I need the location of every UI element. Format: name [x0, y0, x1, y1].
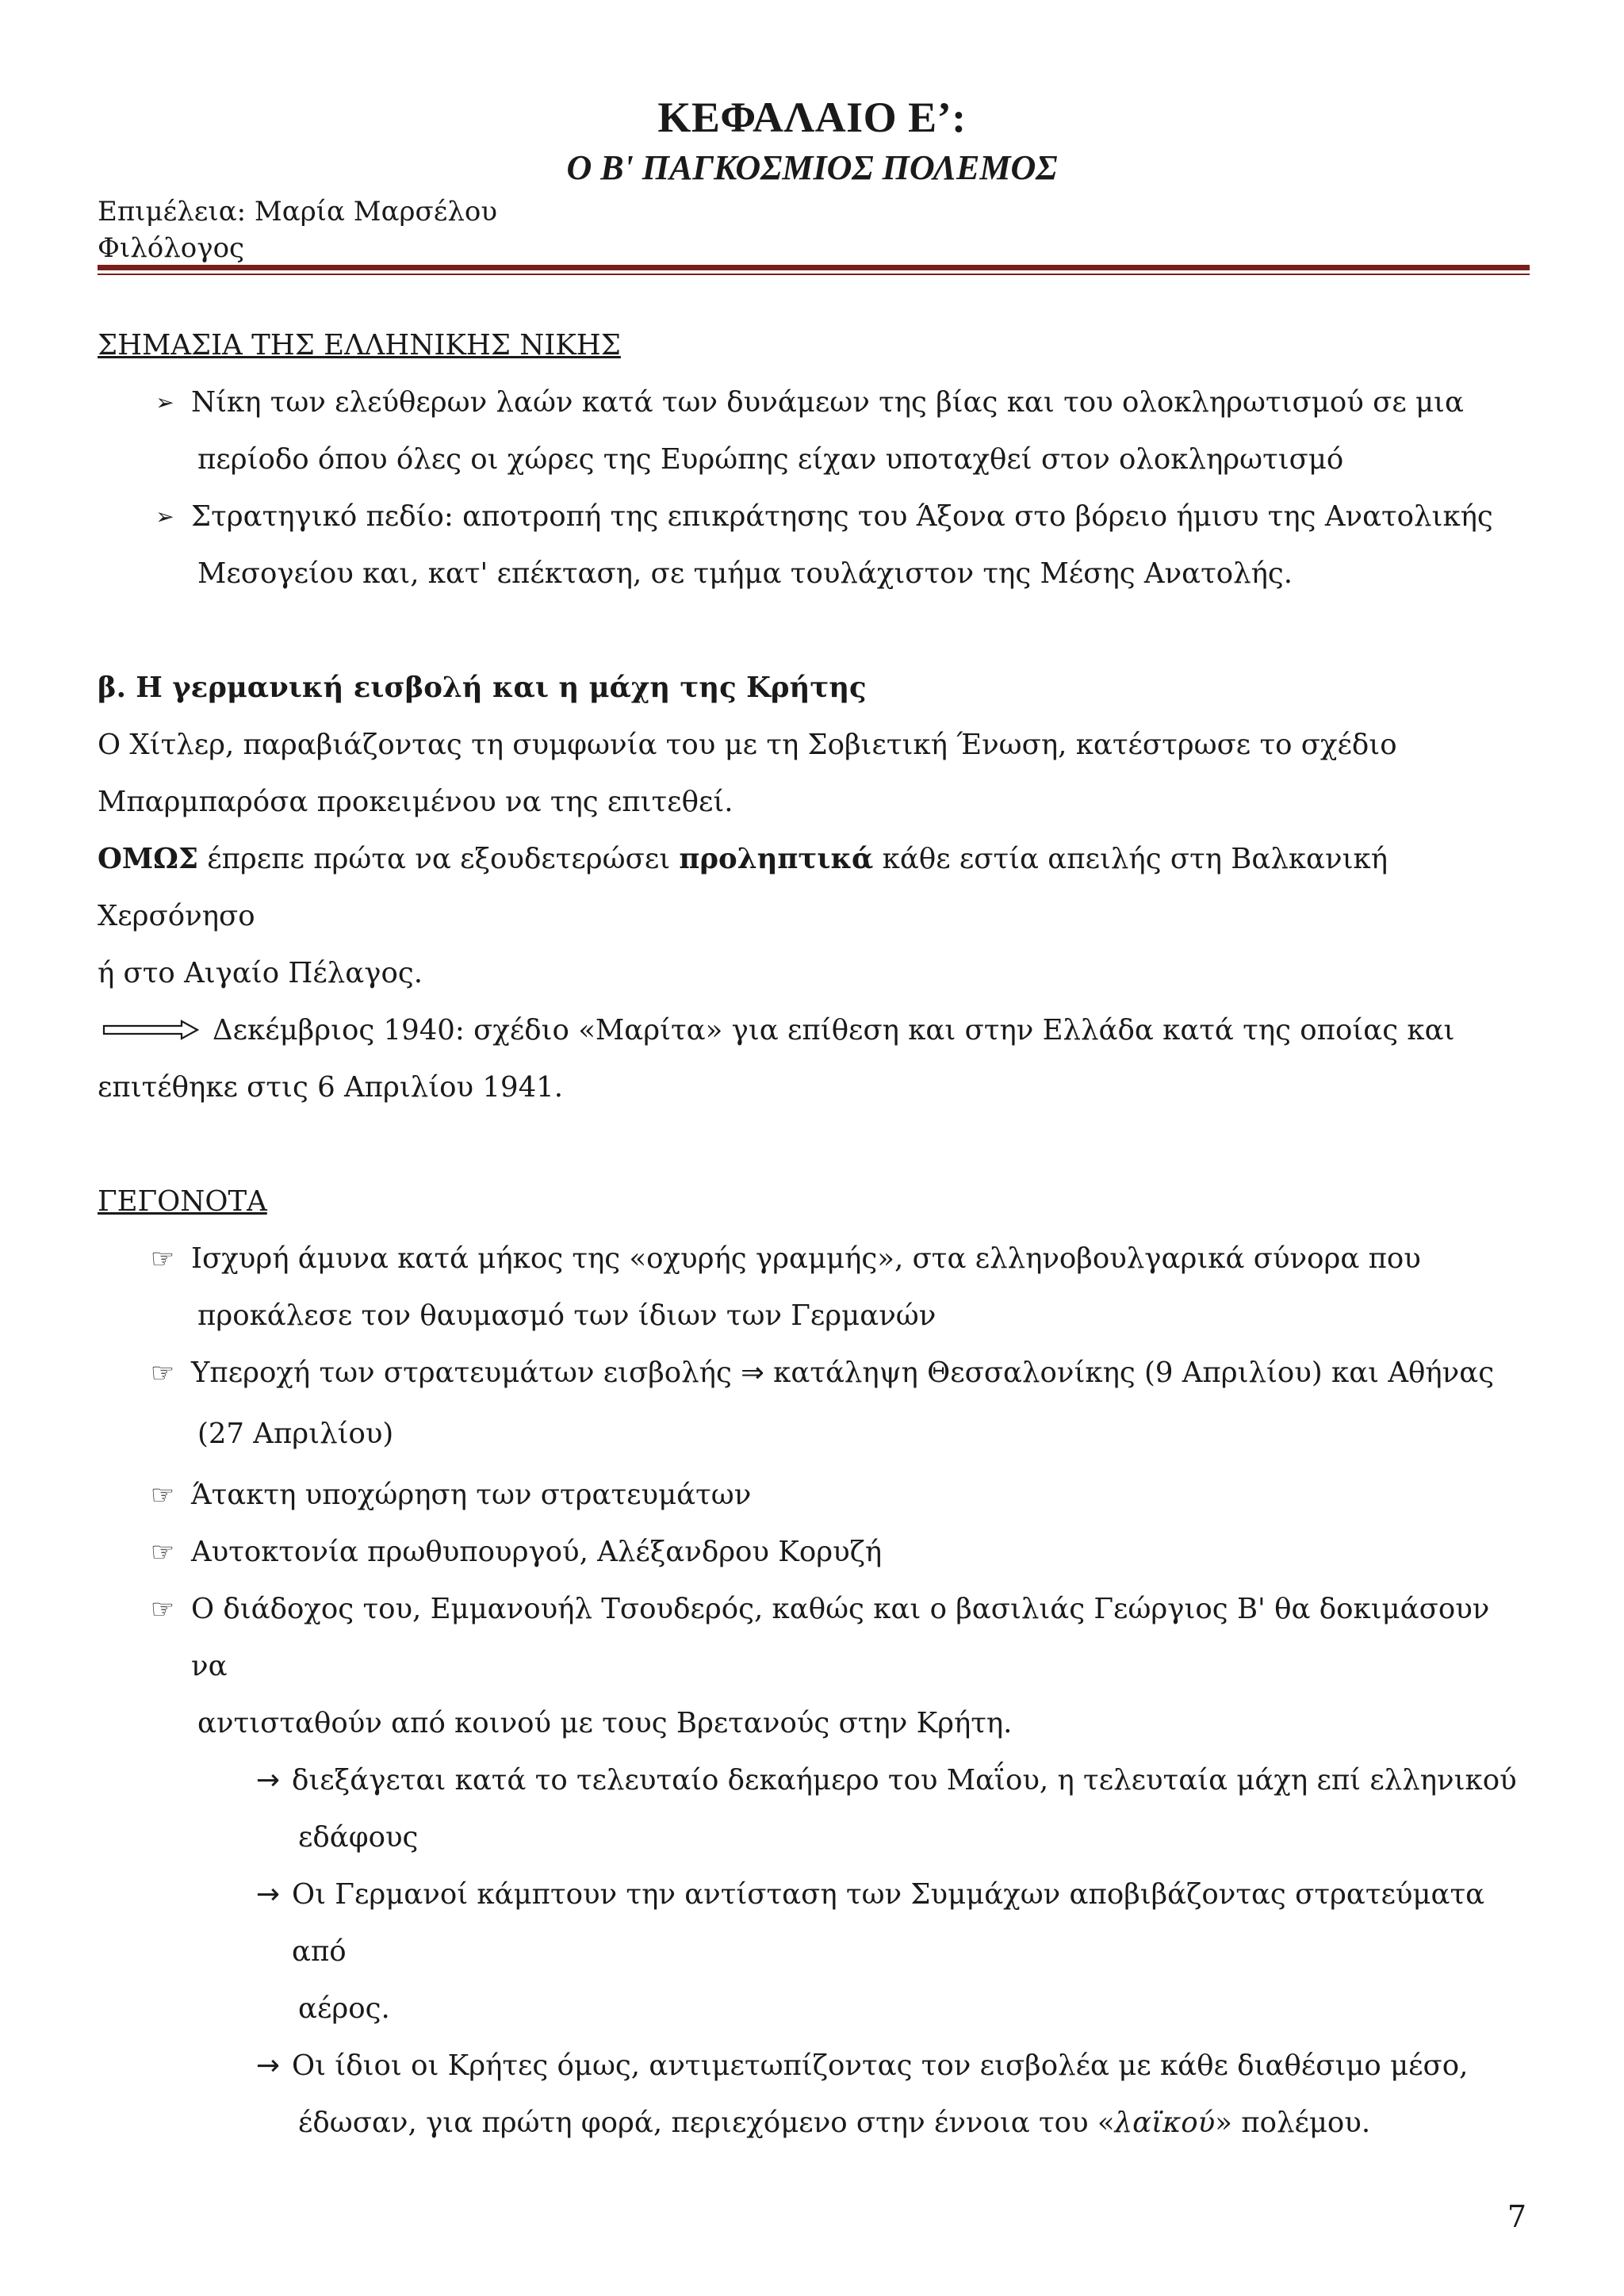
list-item — [98, 488, 1530, 603]
section-heading-invasion: β. Η γερμανική εισβολή και η μάχη της Κρήτης — [98, 672, 867, 704]
paragraph-line: Μπαρμπαρόσα προκειμένου να της επιτεθεί. — [98, 786, 733, 818]
bullet-text-line: (27 Απριλίου) — [197, 1418, 394, 1450]
bullet-text-line: Ισχυρή άμυνα κατά μήκος της «οχυρής γραμμής», στα ελληνοβουλγαρικά σύνορα που — [191, 1242, 1421, 1275]
bullet-text: κατάληψη Θεσσαλονίκης (9 Απριλίου) και Αθήνας — [764, 1357, 1495, 1389]
sub-item-text-line: Οι ίδιοι οι Κρήτες όμως, αντιμετωπίζοντας τον εισβολέα με κάθε διαθέσιμο μέσο, — [292, 2049, 1469, 2082]
editor-credit: Επιμέλεια: Μαρία Μαρσέλου — [98, 196, 498, 228]
arrowhead-bullet-icon: ➢ — [155, 389, 174, 415]
author-block — [98, 193, 497, 266]
italic-term: λαϊκού — [1114, 2107, 1216, 2139]
page-number: 7 — [1507, 2199, 1526, 2234]
list-item — [98, 1524, 1530, 1581]
pointing-hand-icon: ☞ — [150, 1479, 175, 1511]
paragraph-line: επιτέθηκε στις 6 Απριλίου 1941. — [98, 1071, 564, 1104]
document-body — [98, 317, 1530, 2152]
callout-line — [98, 1002, 1530, 1059]
emphasis-text: προληπτικά — [679, 843, 874, 875]
sub-item-text: » πολέμου. — [1215, 2107, 1371, 2139]
bullet-text-line: Νίκη των ελεύθερων λαών κατά των δυνάμεων της βίας και του ολοκληρωτισμού σε μια — [191, 386, 1464, 419]
bullet-text-line: περίοδο όπου όλες οι χώρες της Ευρώπης είχαν υποταχθεί στον ολοκληρωτισμό — [197, 443, 1344, 476]
right-arrow-icon: → — [255, 2049, 281, 2082]
chapter-title: ΚΕΦΑΛΑΙΟ Ε’: — [657, 94, 967, 141]
header-rule-thin — [98, 274, 1530, 275]
bullet-text-line — [191, 1345, 1530, 1402]
sub-item-text-line: Οι Γερμανοί κάμπτουν την αντίσταση των Συμμάχων αποβιβάζοντας στρατεύματα από — [292, 1878, 1485, 1968]
pointing-hand-icon: ☞ — [150, 1243, 175, 1275]
bullet-text-line: Στρατηγικό πεδίο: αποτροπή της επικράτησης του Άξονα στο βόρειο ήμισυ της Ανατολικής — [191, 500, 1493, 533]
bullet-text-line: αντισταθούν από κοινού με τους Βρετανούς στην Κρήτη. — [197, 1707, 1013, 1739]
sub-list-item — [98, 2038, 1530, 2152]
pointing-hand-icon: ☞ — [150, 1536, 175, 1568]
paragraph-line: Ο Χίτλερ, παραβιάζοντας τη συμφωνία του με τη Σοβιετική Ένωση, κατέστρωσε το σχέδιο — [98, 729, 1397, 761]
paragraph-line — [98, 831, 1530, 945]
pointing-hand-icon: ☞ — [150, 1357, 175, 1389]
paragraph-line: ή στο Αιγαίο Πέλαγος. — [98, 957, 423, 989]
list-item — [98, 1230, 1530, 1345]
sub-item-text-line: διεξάγεται κατά το τελευταίο δεκαήμερο του Μαΐου, η τελευταία μάχη επί ελληνικού — [292, 1764, 1517, 1797]
bullet-text-line: Άτακτη υποχώρηση των στρατευμάτων — [191, 1479, 752, 1511]
double-outline-arrow-icon — [102, 1020, 201, 1040]
editor-profession: Φιλόλογος — [98, 232, 245, 264]
callout-text: Δεκέμβριος 1940: σχέδιο «Μαρίτα» για επίθεση και στην Ελλάδα κατά της οποίας και — [213, 1014, 1455, 1047]
list-item — [98, 1467, 1530, 1524]
list-item — [98, 1345, 1530, 1467]
bullet-text: Υπεροχή των στρατευμάτων εισβολής — [191, 1357, 741, 1389]
section-heading-significance: ΣΗΜΑΣΙΑ ΤΗΣ ΕΛΛΗΝΙΚΗΣ ΝΙΚΗΣ — [98, 329, 621, 362]
bullet-text-line: προκάλεσε τον θαυμασμό των ίδιων των Γερμανών — [197, 1299, 936, 1332]
pointing-hand-icon: ☞ — [150, 1594, 175, 1625]
bullet-text-line: Αυτοκτονία πρωθυπουργού, Αλέξανδρου Κορυζή — [191, 1536, 883, 1568]
sub-item-text-line — [292, 2095, 1530, 2152]
header-rule-thick — [98, 265, 1530, 270]
sub-list-item — [98, 1866, 1530, 2038]
list-item — [98, 1581, 1530, 1752]
bullet-text-line: Μεσογείου και, κατ' επέκταση, σε τμήμα τουλάχιστον της Μέσης Ανατολής. — [197, 557, 1293, 590]
sub-item-text-line: αέρος. — [298, 1992, 390, 2025]
emphasis-text: ΟΜΩΣ — [98, 843, 198, 875]
sub-list-item — [98, 1752, 1530, 1866]
list-item — [98, 374, 1530, 488]
chapter-subtitle: Ο Β' ΠΑΓΚΟΣΜΙΟΣ ΠΟΛΕΜΟΣ — [566, 148, 1058, 187]
sub-item-text-line: εδάφους — [298, 1821, 419, 1854]
arrowhead-bullet-icon: ➢ — [155, 503, 174, 530]
sub-item-text: έδωσαν, για πρώτη φορά, περιεχόμενο στην έννοια του « — [298, 2107, 1115, 2139]
implies-arrow-icon: ⇒ — [741, 1357, 764, 1389]
right-arrow-icon: → — [255, 1878, 281, 1911]
paragraph-text: έπρεπε πρώτα να εξουδετερώσει — [197, 843, 680, 875]
section-heading-events: ΓΕΓΟΝΟΤΑ — [98, 1185, 267, 1218]
paragraph-text: κάθε εστία απειλής στη Βαλκανική Χερσόνησο — [98, 843, 1388, 932]
right-arrow-icon: → — [255, 1764, 281, 1797]
bullet-text-line: Ο διάδοχος του, Εμμανουήλ Τσουδερός, καθώς και ο βασιλιάς Γεώργιος Β' θα δοκιμάσουν να — [191, 1593, 1490, 1682]
